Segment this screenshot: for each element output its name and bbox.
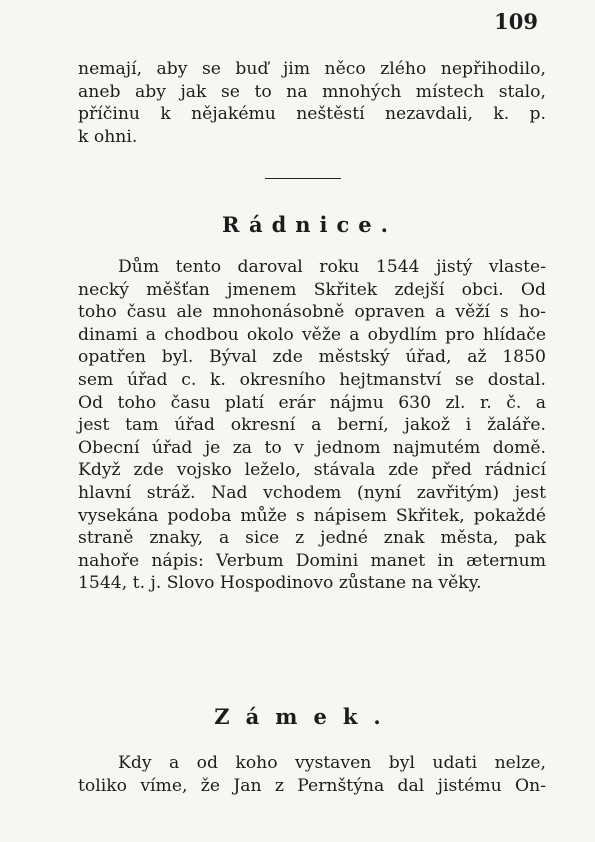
text-line: k ohni.: [78, 126, 138, 147]
text-line: dinami a chodbou okolo věže a obydlím pro hlídače: [78, 324, 546, 345]
zamek-paragraph: [78, 752, 546, 797]
intro-paragraph: [78, 58, 546, 148]
text-line: toliko víme, že Jan z Pernštýna dal jistému On-: [78, 775, 546, 796]
text-line: Dům tento daroval roku 1544 jistý vlaste-: [118, 257, 546, 277]
radnice-paragraph: [78, 256, 546, 595]
text-line: 1544, t. j. Slovo Hospodinovo zůstane na věky.: [78, 573, 482, 594]
text-line: Kdy a od koho vystaven byl udati nelze,: [118, 753, 546, 773]
text-line: vysekána podoba může s nápisem Skřitek, pokaždé: [78, 505, 546, 526]
text-line: nahoře nápis: Verbum Domini manet in æternum: [78, 550, 546, 571]
text-line: příčinu k nějakému neštěstí nezavdali, k. p.: [78, 104, 546, 125]
page-number: 109: [494, 9, 538, 34]
text-line: hlavní stráž. Nad vchodem (nyní zavřitým) jest: [78, 482, 546, 503]
text-line: Když zde vojsko leželo, stávala zde před rádnicí: [78, 460, 546, 481]
section-heading-zamek: Zámek.: [214, 704, 397, 729]
text-line: opatřen byl. Býval zde městský úřad, až 1850: [78, 347, 546, 368]
text-line: necký měšťan jmenem Skřitek zdejší obci. Od: [78, 279, 546, 300]
text-line: toho času ale mnohonásobně opraven a věží s ho-: [78, 302, 546, 323]
text-line: nemají, aby se buď jim něco zlého nepřihodilo,: [78, 59, 546, 79]
text-line: Obecní úřad je za to v jednom najmutém domě.: [78, 437, 546, 458]
text-line: straně znaky, a sice z jedné znak města, pak: [78, 528, 546, 549]
section-divider: [265, 178, 341, 179]
text-line: Od toho času platí erár nájmu 630 zl. r. č. a: [78, 392, 546, 413]
text-line: sem úřad c. k. okresního hejtmanství se dostal.: [78, 369, 546, 390]
section-heading-radnice: Rádnice.: [222, 212, 397, 237]
text-line: aneb aby jak se to na mnohých místech stalo,: [78, 81, 546, 102]
text-line: jest tam úřad okresní a berní, jakož i žaláře.: [78, 415, 546, 436]
